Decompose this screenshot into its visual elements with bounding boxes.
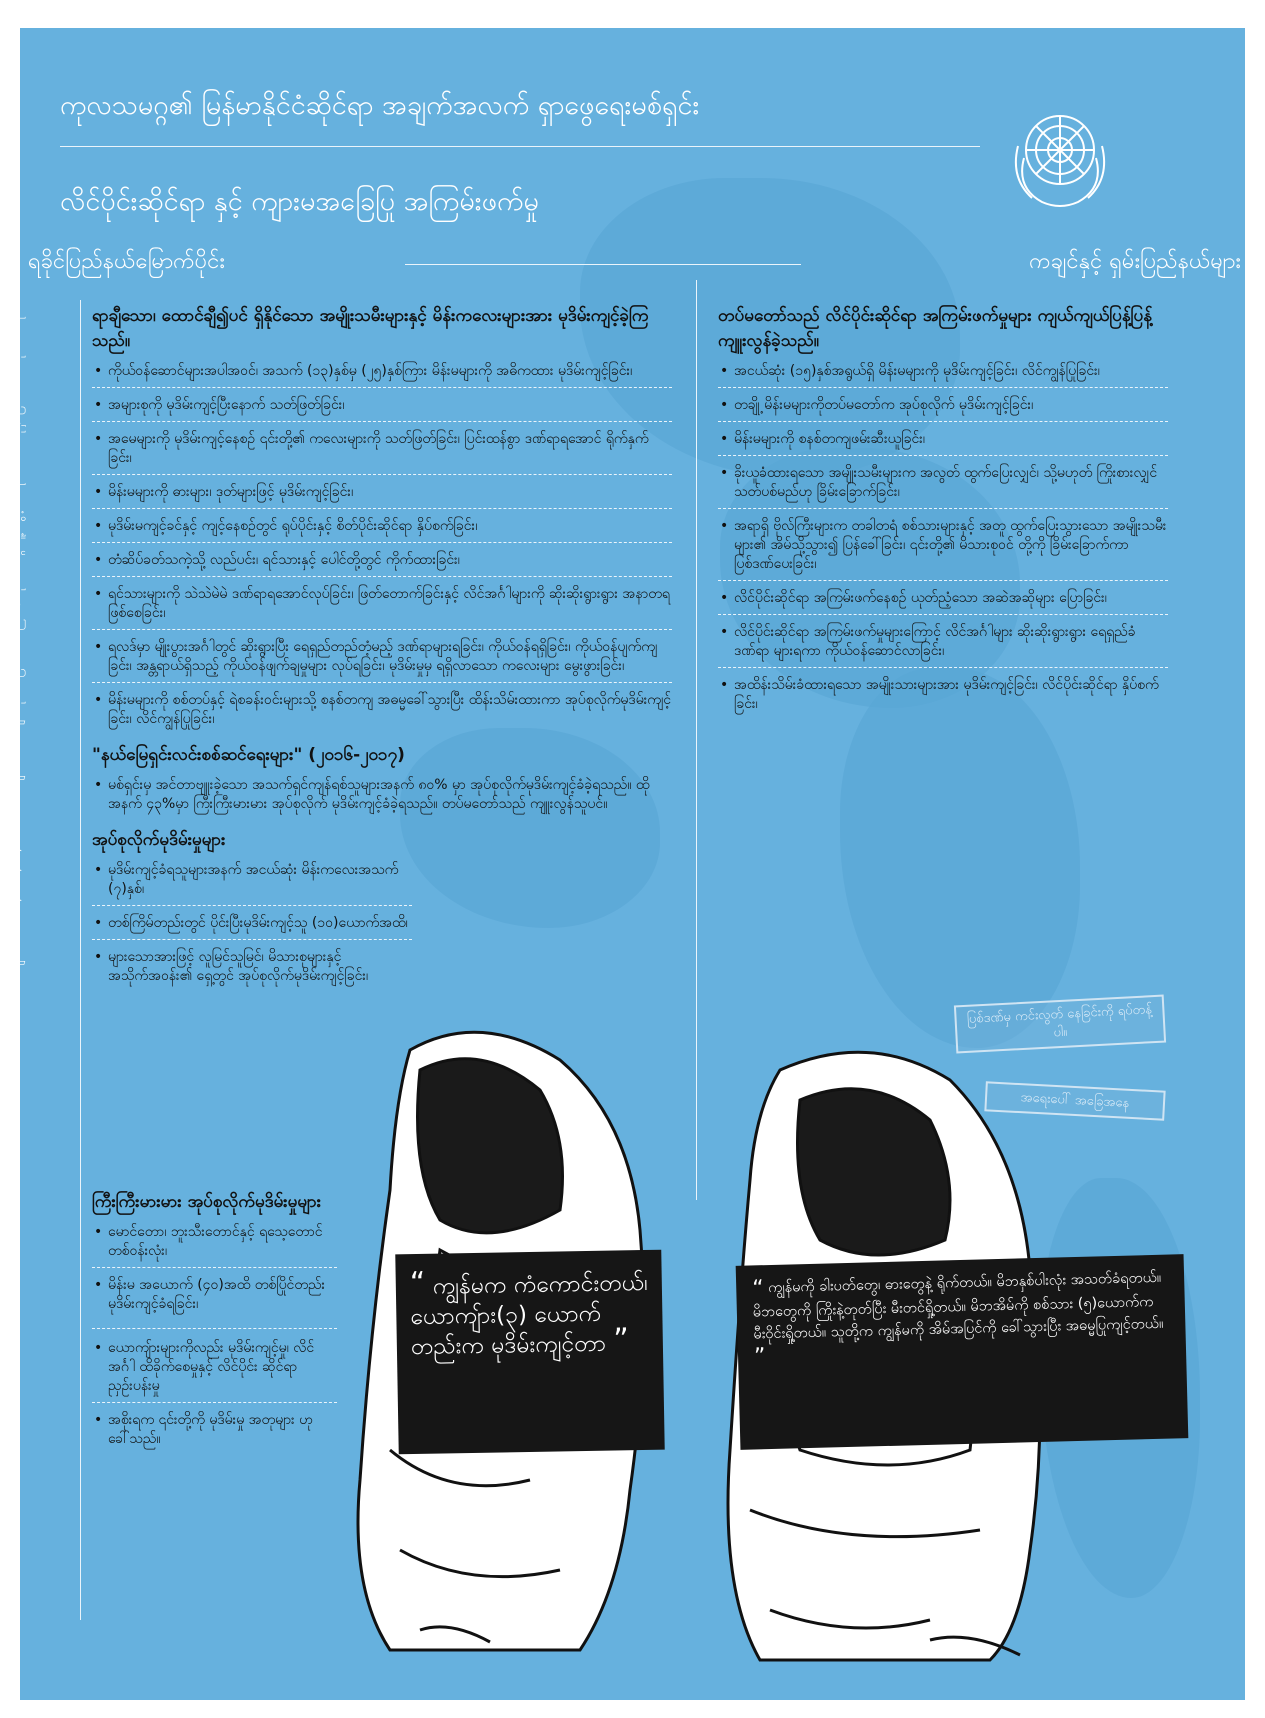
mass-gang-rape-column bbox=[92, 1190, 337, 1463]
list-item: • တစ်ကြိမ်တည်းတွင် ပိုင်းပြီးမုဒိမ်းကျင့်သူ (၁၀)ယောက်အထိ၊ bbox=[92, 914, 412, 940]
region-label-northern-rakhine: ရခိုင်ပြည်နယ်မြောက်ပိုင်း bbox=[28, 249, 226, 274]
clearance-operations-heading: "နယ်မြေရှင်းလင်းစစ်ဆင်ရေးများ" (၂၀၁၆-၂၀၁၇) bbox=[92, 745, 405, 765]
close-quote-icon: ” bbox=[753, 1344, 766, 1370]
quote-left-text: ကျွန်မက ကံကောင်းတယ်၊ ယောကျ်ား(၃) ယောက်တည်းက မုဒိမ်းကျင့်တာ bbox=[410, 1269, 648, 1361]
men-boys-bullet-list bbox=[92, 1339, 337, 1455]
list-item: • အရာရှိ ဗိုလ်ကြီးများက တခါတရံ စစ်သားများနှင့် အတူ ထွက်ပြေးသွားသော အမျိုးသမီးများ၏ အိမ်သို့သွား၍ ပြန်ခေါ်ခြင်း၊ ၎င်းတို့၏ မိသားစုဝင် တို့ကို ခြိမ်းခြောက်ကာ ပြစ်ဒဏ်ပေးခြင်း၊ bbox=[718, 517, 1168, 581]
list-item: • ယောကျ်ားများကိုလည်း မုဒိမ်းကျင့်မှု၊ လိင်အင်္ဂါ ထိခိုက်စေမှုနှင့် လိင်ပိုင်း ဆိုင်ရာ ညှဉ်းပန်းမှု bbox=[92, 1339, 337, 1403]
list-item: • မိန်းမများကို စနစ်တကျဖမ်းဆီးယူခြင်း၊ bbox=[718, 430, 1168, 456]
emergency-stamp: အရေးပေါ် အခြေအနေ bbox=[984, 1081, 1165, 1120]
list-item: • ရလဒ်မှာ မျိုးပွားအင်္ဂါတွင် ဆိုးရွားပြီး ရေရှည်တည်တံ့မည့် ဒဏ်ရာများရခြင်း၊ ကိုယ်ဝန်ရရှိခြင်း၊ ကိုယ်ဝန်ပျက်ကျခြင်း၊ အန္တရာယ်ရှိသည့် ကိုယ်ဝန်ဖျက်ချမှုများ လုပ်ရခြင်း၊ မုဒိမ်းမှုမှ ရရှိလာသော ကလေးများ မွေးဖွားခြင်း၊ bbox=[92, 638, 672, 683]
list-item: • အစိုးရက ၎င်းတို့ကို မုဒိမ်းမှု အတုများ ဟု ခေါ်သည်။ bbox=[92, 1411, 337, 1455]
list-item: • တချို့ မိန်းမများကိုတပ်မတော်က အုပ်စုလိုက် မုဒိမ်းကျင့်ခြင်း၊ bbox=[718, 396, 1168, 422]
open-quote-icon: “ bbox=[751, 1276, 765, 1302]
sidebar-credit-text: အချက်အလက် A/HRC/39/CRP.2 ပါ အချက်အလက်များကို အခြေခံထားသည်။ ©ကုလသမဂ္ဂ လူ့အခွင့်အရေးကောင်စီ။ ပုံနှိပ်ခြင်း ။ ဓာတ်ပုံ လင်ခ်ရင်း။ bbox=[9, 303, 23, 980]
clearance-bullet-list bbox=[92, 776, 672, 820]
region-divider bbox=[405, 264, 801, 265]
list-item: • အမေများကို မုဒိမ်းကျင့်နေစဉ် ၎င်းတို့၏ ကလေးများကို သတ်ဖြတ်ခြင်း၊ ပြင်းထန်စွာ ဒဏ်ရာရအောင် ရိုက်နှက်ခြင်း၊ bbox=[92, 430, 672, 475]
list-item: • ခိုးယူခံထားရသော အမျိုးသမီးများက အလွတ် ထွက်ပြေးလျှင်၊ သို့မဟုတ် ကြိုးစားလျှင် သတ်ပစ်မည်ဟု ခြိမ်းခြောက်ခြင်း၊ bbox=[718, 464, 1168, 509]
list-item: • များသောအားဖြင့် လူမြင်သူမြင်၊ မိသားစုများနှင့် အသိုက်အဝန်း၏ ရှေ့တွင် အုပ်စုလိုက်မုဒိမ်းကျင့်ခြင်း၊ bbox=[92, 948, 412, 992]
list-item: • ရင်သားများကို သဲသဲမဲမဲ ဒဏ်ရာရအောင်လုပ်ခြင်း၊ ဖြတ်တောက်ခြင်းနှင့် လိင်အင်္ဂါများကို ဆိုးဆိုးရွားရွား အနာတရဖြစ်စေခြင်း၊ bbox=[92, 585, 672, 630]
list-item: • မောင်တော၊ ဘူးသီးတောင်နှင့် ရသေ့တောင်တစ်ဝန်းလုံး၊ bbox=[92, 1223, 337, 1268]
gang-rape-bullet-list bbox=[92, 861, 412, 992]
list-item: • လိင်ပိုင်းဆိုင်ရာ အကြမ်းဖက်နေစဉ် ယုတ်ညံ့သော အဆဲအဆိုများ ပြောခြင်း၊ bbox=[718, 589, 1168, 615]
left-column-heading: ရာချီသော၊ ထောင်ချီ၍ပင် ရှိနိုင်သော အမျိုးသမီးများနှင့် မိန်းကလေးများအား မုဒိမ်းကျင့်ခဲ့ကြသည်။ bbox=[92, 306, 649, 351]
list-item: • ကိုယ်ဝန်ဆောင်များအပါအဝင်၊ အသက် (၁၃)နှစ်မှ (၂၅)နှစ်ကြား မိန်းမများကို အဓိကထား မုဒိမ်းကျင့်ခြင်း၊ bbox=[92, 362, 672, 388]
sidebar bbox=[0, 0, 46, 1000]
list-item: • မစ်ရှင်းမှ အင်တာဗျူးခဲ့သော အသက်ရှင်ကျန်ရစ်သူများအနက် ၈၀% မှာ အုပ်စုလိုက်မုဒိမ်းကျင့်ခံခဲ့ရသည်။ ထိုအနက် ၄၃%မှာ ကြီးကြီးမားမား အုပ်စုလိုက် မုဒိမ်းကျင့်ခံခဲ့ရသည်။ တပ်မတော်သည် ကျူးလွန်သူပင်။ bbox=[92, 776, 672, 820]
list-item: • အငယ်ဆုံး (၁၅)နှစ်အရွယ်ရှိ မိန်းမများကို မုဒိမ်းကျင့်ခြင်း၊ လိင်ကျွန်ပြုခြင်း၊ bbox=[718, 362, 1168, 388]
region-label-kachin-shan: ကချင်နှင့် ရှမ်းပြည်နယ်များ bbox=[1029, 249, 1241, 274]
list-item: • တံဆိပ်ခတ်သကဲ့သို့ လည်ပင်း၊ ရင်သားနှင့် ပေါင်တို့တွင် ကိုက်ထားခြင်း၊ bbox=[92, 551, 672, 577]
gang-rape-heading: အုပ်စုလိုက်မုဒိမ်းမှုများ bbox=[92, 830, 226, 850]
list-item: • မုဒိမ်းမကျင့်ခင်နှင့် ကျင့်နေစဉ်တွင် ရုပ်ပိုင်းနှင့် စိတ်ပိုင်းဆိုင်ရာ နှိပ်စက်ခြင်း၊ bbox=[92, 517, 672, 543]
close-quote-icon: ” bbox=[612, 1322, 630, 1358]
list-item: • လိင်ပိုင်းဆိုင်ရာ အကြမ်းဖက်မှုများကြောင့် လိင်အင်္ဂါများ ဆိုးဆိုးရွားရွား ရေရှည်ခံ ဒဏ်ရာ များရကာ ကိုယ်ဝန်ဆောင်လာခြင်း၊ bbox=[718, 623, 1168, 668]
right-column bbox=[718, 304, 1168, 728]
stop-impunity-stamp: ပြစ်ဒဏ်မှ ကင်းလွတ် နေခြင်းကို ရပ်တန့်ပါ။ bbox=[954, 995, 1166, 1054]
quote-right-text: ကျွန်မကို ခါးပတ်တွေ၊ ဓားတွေနဲ့ ရိုက်တယ်။ မိဘနှစ်ပါးလုံး အသတ်ခံရတယ်။ မိဘတွေကို ကြိုးနဲ့တုတ်ပြီး မီးတင်ရှို့တယ်။ မိဘအိမ်ကို စစ်သား (၅)ယောက်က မီးဝိုင်းရှို့တယ်။ သူတို့က ကျွန်မကို အိမ်အပြင်ကို ခေါ်သွားပြီး အဓမ္မပြုကျင့်တယ်။ bbox=[752, 1269, 1164, 1343]
list-item: • အများစုကို မုဒိမ်းကျင့်ပြီးနောက် သတ်ဖြတ်ခြင်း၊ bbox=[92, 396, 672, 422]
page-subtitle: လိင်ပိုင်းဆိုင်ရာ နှင့် ကျားမအခြေပြု အကြမ်းဖက်မှု bbox=[60, 186, 539, 217]
list-item: • အထိန်းသိမ်းခံထားရသော အမျိုးသားများအား မုဒိမ်းကျင့်ခြင်း၊ လိင်ပိုင်းဆိုင်ရာ နှိပ်စက်ခြင်း၊ bbox=[718, 676, 1168, 720]
dashed-divider bbox=[92, 1328, 337, 1329]
left-border-line bbox=[80, 300, 81, 1620]
title-divider bbox=[60, 146, 980, 147]
list-item: • မိန်းမများကို ဓားများ၊ ဒုတ်များဖြင့် မုဒိမ်းကျင့်ခြင်း၊ bbox=[92, 483, 672, 509]
page-title: ကုလသမဂ္ဂ၏ မြန်မာနိုင်ငံဆိုင်ရာ အချက်အလက် ရှာဖွေရေးမစ်ရှင်း bbox=[60, 90, 700, 121]
list-item: • မုဒိမ်းကျင့်ခံရသူများအနက် အငယ်ဆုံး မိန်းကလေးအသက် (၇)နှစ်၊ bbox=[92, 861, 412, 906]
right-column-heading: တပ်မတော်သည် လိင်ပိုင်းဆိုင်ရာ အကြမ်းဖက်မှုများ ကျယ်ကျယ်ပြန့်ပြန့် ကျူးလွန်ခဲ့သည်။ bbox=[718, 306, 1153, 351]
list-item: • မိန်းမများကို စစ်တပ်နှင့် ရဲစခန်းဝင်းများသို့ စနစ်တကျ အဓမ္မခေါ်သွားပြီး ထိန်းသိမ်းထားကာ အုပ်စုလိုက်မုဒိမ်းကျင့်ခြင်း၊ လိင်ကျွန်ပြုခြင်း၊ bbox=[92, 691, 672, 735]
list-item: • မိန်းမ အယောက် (၄၀)အထိ တစ်ပြိုင်တည်း မုဒိမ်းကျင့်ခံရခြင်း၊ bbox=[92, 1276, 337, 1320]
right-bullet-list bbox=[718, 362, 1168, 720]
un-emblem-icon bbox=[1002, 98, 1118, 214]
left-bullet-list bbox=[92, 362, 672, 735]
mass-gang-rape-heading: ကြီးကြီးမားမား အုပ်စုလိုက်မုဒိမ်းမှုများ bbox=[92, 1192, 322, 1212]
survivor-quote-left bbox=[395, 1250, 664, 1455]
survivor-quote-right bbox=[736, 1254, 1189, 1450]
mass-gang-rape-bullet-list bbox=[92, 1223, 337, 1320]
open-quote-icon: “ bbox=[409, 1265, 426, 1302]
left-column bbox=[92, 304, 672, 1000]
